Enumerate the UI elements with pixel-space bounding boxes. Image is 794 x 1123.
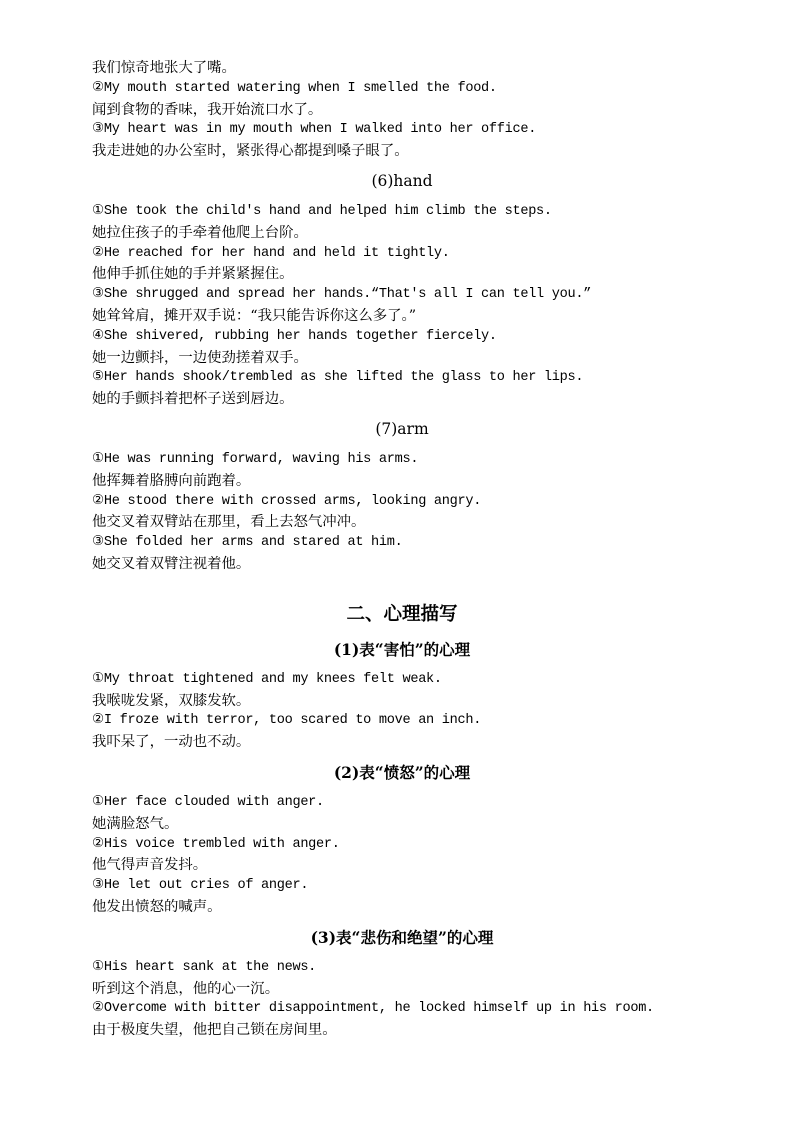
- document-page: [92, 58, 732, 1041]
- section-heading-anger: (2)表“愤怒”的心理: [333, 762, 471, 782]
- chapter-heading-psychology: 二、心理描写: [346, 603, 458, 625]
- text-line: ③My heart was in my mouth when I walked into her office.: [92, 122, 537, 138]
- anger-lines: [92, 793, 732, 918]
- text-line: 由于极度失望，他把自己锁在房间里。: [92, 1022, 337, 1039]
- text-line: ①His heart sank at the news.: [92, 959, 317, 975]
- text-line: ④She shivered, rubbing her hands together fiercely.: [92, 328, 497, 344]
- text-line: ②He reached for her hand and held it tightly.: [92, 245, 450, 261]
- text-line: ③He let out cries of anger.: [92, 878, 309, 894]
- text-line: 我走进她的办公室时，紧张得心都提到嗓子眼了。: [92, 143, 409, 160]
- text-line: 我喉咙发紧，双膝发软。: [92, 692, 251, 709]
- text-line: 他伸手抓住她的手并紧紧握住。: [92, 266, 294, 283]
- fear-lines: [92, 670, 732, 753]
- sadness-lines: [92, 958, 732, 1041]
- text-line: ⑤Her hands shook/trembled as she lifted the glass to her lips.: [92, 370, 584, 386]
- section-heading-sadness: (3)表“悲伤和绝望”的心理: [310, 927, 494, 947]
- text-line: ②His voice trembled with anger.: [92, 836, 340, 852]
- text-line: ③She folded her arms and stared at him.: [92, 535, 403, 551]
- section-heading-arm: (7)arm: [375, 419, 429, 438]
- text-line: 她的手颤抖着把杯子送到唇边。: [92, 391, 294, 408]
- text-line: ②Overcome with bitter disappointment, he locked himself up in his room.: [92, 1001, 654, 1017]
- text-line: ③She shrugged and spread her hands.“That's all I can tell you.”: [92, 287, 592, 303]
- text-line: ①He was running forward, waving his arms.: [92, 451, 419, 467]
- text-line: 她耸耸肩，摊开双手说：“我只能告诉你这么多了。”: [92, 307, 417, 324]
- section-heading-fear: (1)表“害怕”的心理: [333, 639, 471, 659]
- text-line: 她拉住孩子的手牵着他爬上台阶。: [92, 224, 308, 241]
- arm-lines: [92, 450, 732, 575]
- text-line: ②I froze with terror, too scared to move an inch.: [92, 713, 482, 729]
- text-line: 她一边颤抖，一边使劲搓着双手。: [92, 349, 308, 366]
- text-line: ②My mouth started watering when I smelled the food.: [92, 80, 497, 96]
- text-line: 闻到食物的香味，我开始流口水了。: [92, 101, 323, 118]
- section-heading-hand: (6)hand: [371, 171, 433, 190]
- text-line: 他发出愤怒的喊声。: [92, 898, 222, 915]
- text-line: ①Her face clouded with anger.: [92, 794, 324, 810]
- text-line: ①She took the child's hand and helped him climb the steps.: [92, 203, 552, 219]
- text-line: 他气得声音发抖。: [92, 857, 208, 874]
- text-line: 我吓呆了，一动也不动。: [92, 734, 251, 751]
- text-line: 他交叉着双臂站在那里，看上去怒气冲冲。: [92, 514, 366, 531]
- text-line: 听到这个消息，他的心一沉。: [92, 980, 280, 997]
- text-line: 她交叉着双臂注视着他。: [92, 555, 251, 572]
- intro-lines: [92, 58, 732, 162]
- text-line: 我们惊奇地张大了嘴。: [92, 60, 236, 76]
- text-line: 他挥舞着胳膊向前跑着。: [92, 472, 251, 489]
- text-line: 她满脸怒气。: [92, 815, 179, 832]
- hand-lines: [92, 202, 732, 410]
- text-line: ①My throat tightened and my knees felt weak.: [92, 671, 442, 687]
- text-line: ②He stood there with crossed arms, looking angry.: [92, 493, 482, 509]
